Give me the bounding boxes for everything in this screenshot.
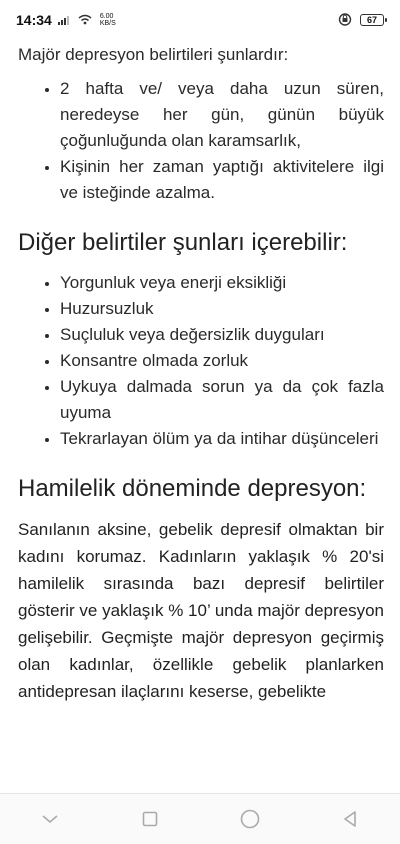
list-item: • Yorgunluk veya enerji eksikliği bbox=[60, 270, 384, 296]
article-content bbox=[18, 40, 384, 794]
square-icon[interactable] bbox=[130, 799, 170, 839]
back-triangle-icon[interactable] bbox=[330, 799, 370, 839]
pregnancy-paragraph: Sanılanın aksine, gebelik depresif olmaktan bir kadını korumaz. Kadınların yaklaşık % 20'si hamilelik sırasında bazı depresif belirtiler gösterir ve yaklaşık % 10’ unda majör depresyon gelişebilir. Geçmişte majör depresyon geçirmiş olan kadınlar, özellikle gebelik planlarken antidepresan ilaçlarını keserse, gebelikte bbox=[18, 520, 384, 701]
alarm-icon bbox=[338, 12, 352, 29]
navigation-bar bbox=[0, 793, 400, 844]
list-item: • Konsantre olmada zorluk bbox=[60, 348, 384, 374]
wifi-icon bbox=[78, 12, 92, 28]
status-left bbox=[16, 12, 116, 28]
list-item: • Kişinin her zaman yaptığı aktivitelere ilgi ve isteğinde azalma. bbox=[60, 154, 384, 206]
list-item: • 2 hafta ve/ veya daha uzun süren, neredeyse her gün, günün büyük çoğunluğunda olan karamsarlık, bbox=[60, 76, 384, 154]
other-symptoms-heading: Diğer belirtiler şunları içerebilir: bbox=[18, 229, 348, 256]
other-symptoms-list bbox=[18, 270, 384, 452]
net-speed-unit: KB/S bbox=[99, 20, 116, 27]
status-bar bbox=[0, 0, 400, 40]
chevron-down-icon[interactable] bbox=[30, 799, 70, 839]
status-right bbox=[338, 12, 384, 29]
intro-text: Majör depresyon belirtileri şunlardır: bbox=[18, 45, 289, 64]
clock: 14:34 bbox=[16, 12, 52, 28]
list-item: • Uykuya dalmada sorun ya da çok fazla uyuma bbox=[60, 374, 384, 426]
net-speed bbox=[100, 13, 116, 27]
net-speed-value: 6.00 bbox=[99, 13, 114, 20]
list-item: • Suçluluk veya değersizlik duyguları bbox=[60, 322, 384, 348]
list-item: • Tekrarlayan ölüm ya da intihar düşünceleri bbox=[60, 426, 384, 452]
battery-level: 67 bbox=[366, 15, 377, 25]
major-symptoms-list bbox=[18, 76, 384, 206]
pregnancy-heading: Hamilelik döneminde depresyon: bbox=[18, 475, 367, 502]
list-item: • Huzursuzluk bbox=[60, 296, 384, 322]
circle-icon[interactable] bbox=[230, 799, 270, 839]
signal-icon bbox=[58, 12, 72, 28]
battery-icon bbox=[360, 14, 384, 26]
